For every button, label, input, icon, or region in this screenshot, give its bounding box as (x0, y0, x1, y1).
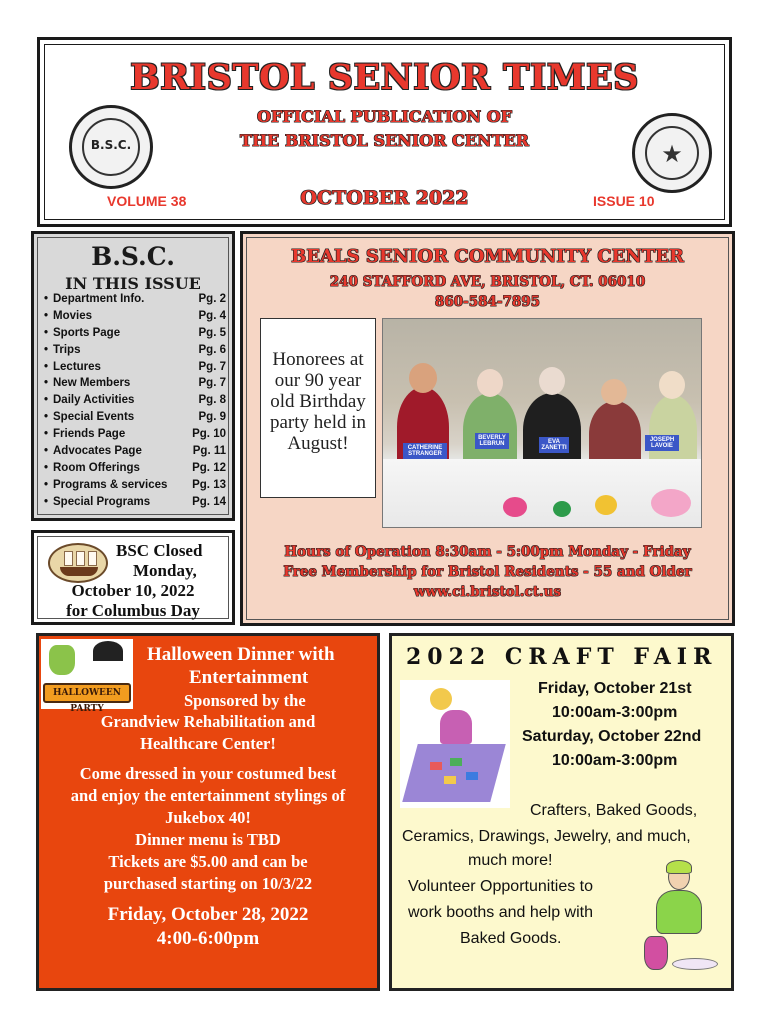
vase-icon (644, 936, 668, 970)
closed-line4: for Columbus Day (66, 601, 200, 620)
craft-table (402, 744, 506, 802)
birthday-party-photo (382, 318, 702, 528)
toc-item-label: New Members (53, 377, 131, 390)
halloween-body-line: purchased starting on 10/3/22 (103, 874, 313, 893)
name-card: JOSEPH LAVOIE (645, 435, 679, 451)
toc-item-label: Room Offerings (53, 461, 140, 474)
halloween-time: 4:00-6:00pm (156, 928, 260, 949)
halloween-body-line: Dinner menu is TBD (135, 830, 281, 849)
honoree-head (659, 371, 685, 399)
toc-item[interactable] (44, 496, 226, 513)
party-decoration (595, 495, 617, 515)
toc-item-label: Advocates Page (53, 445, 142, 458)
halloween-date: Friday, October 28, 2022 (107, 904, 309, 925)
monster-icon (49, 645, 75, 675)
closed-frame (37, 536, 229, 619)
name-card: EVA ZANETTI (539, 437, 569, 453)
sponsor-line2: Grandview Rehabilitation and (100, 712, 316, 731)
bsc-closed-notice (31, 530, 235, 625)
bullet-icon: • (44, 461, 49, 474)
party-decoration (553, 501, 571, 517)
issue-date: OCTOBER 2022 (300, 187, 469, 209)
toc-item-label: Lectures (53, 360, 101, 373)
website-link[interactable]: www.ci.bristol.ct.us (413, 584, 562, 600)
toc-item-label: Special Programs (53, 495, 151, 508)
volunteer-text: work booths and help with (408, 904, 593, 921)
toc-item-page: Pg. 9 (198, 411, 226, 424)
dish-icon (672, 958, 718, 970)
ship-icon (48, 543, 108, 583)
in-this-issue-box (31, 231, 235, 521)
name-card: CATHERINE STRANGER (403, 443, 447, 459)
bullet-icon: • (44, 293, 49, 305)
ship-sail (88, 551, 97, 566)
toc-item-label: Movies (53, 309, 92, 322)
ship-sail (64, 551, 73, 566)
closed-line2: Monday, (133, 561, 197, 580)
toc-item[interactable] (44, 361, 226, 378)
masthead (37, 37, 732, 227)
toc-item-page: Pg. 14 (192, 495, 226, 508)
toc-item[interactable] (44, 411, 226, 428)
bullet-icon: • (44, 495, 49, 508)
fair-description: Ceramics, Drawings, Jewelry, and much, (402, 828, 691, 845)
toc-item[interactable] (44, 327, 226, 344)
halloween-body-line: and enjoy the entertainment stylings of (70, 786, 346, 805)
ship-sail (76, 551, 85, 566)
toc-heading: IN THIS ISSUE (65, 274, 201, 293)
volunteer-text: Baked Goods. (460, 930, 562, 947)
toc-item-label: Programs & services (53, 478, 168, 491)
fair-time1: 10:00am-3:00pm (552, 704, 678, 721)
bullet-icon: • (44, 360, 49, 373)
toc-item-page: Pg. 7 (198, 377, 226, 390)
baker-clipart (642, 858, 722, 986)
halloween-body-line: Come dressed in your costumed best (79, 764, 337, 783)
toc-item-label: Trips (53, 343, 81, 356)
halloween-dinner-box (36, 633, 380, 991)
closed-line3: October 10, 2022 (71, 581, 195, 600)
toc-item-page: Pg. 10 (192, 428, 226, 441)
bullet-icon: • (44, 478, 49, 491)
beals-title: BEALS SENIOR COMMUNITY CENTER (291, 246, 684, 267)
toc-item-page: Pg. 7 (198, 360, 226, 373)
subtitle-line2: THE BRISTOL SENIOR CENTER (240, 131, 529, 150)
toc-item[interactable] (44, 394, 226, 411)
fair-day1: Friday, October 21st (538, 680, 692, 697)
honoree-figure (463, 393, 517, 467)
hours-of-operation: Hours of Operation 8:30am - 5:00pm Monday - Friday (284, 544, 691, 560)
membership-info: Free Membership for Bristol Residents - 55 and Older (283, 564, 692, 580)
crafter-body (440, 710, 472, 744)
baker-body (656, 890, 702, 934)
subtitle-line1: OFFICIAL PUBLICATION OF (257, 107, 512, 126)
fair-description: Crafters, Baked Goods, (530, 802, 698, 819)
senior-center-seal-icon (69, 105, 153, 189)
party-decoration (503, 497, 527, 517)
toc-item-page: Pg. 8 (198, 394, 226, 407)
table-cloth (383, 459, 701, 528)
crafter-head (430, 688, 452, 710)
bullet-icon: • (44, 309, 49, 322)
toc-item[interactable] (44, 344, 226, 361)
bullet-icon: • (44, 411, 49, 424)
halloween-title-line2: Entertainment (189, 667, 309, 688)
halloween-title-line1: Halloween Dinner with (147, 644, 335, 665)
toc-bsc-heading: B.S.C. (91, 242, 175, 271)
beals-center-box (240, 231, 735, 626)
sponsor-line3: Healthcare Center! (140, 734, 276, 753)
toc-item[interactable] (44, 310, 226, 327)
craft-fair-title: 2022 CRAFT FAIR (406, 644, 718, 670)
fair-time2: 10:00am-3:00pm (552, 752, 678, 769)
crafter-clipart (400, 680, 510, 808)
bullet-icon: • (44, 343, 49, 356)
bullet-icon: • (44, 394, 49, 407)
toc-item-label: Special Events (53, 411, 135, 424)
honoree-figure (589, 401, 641, 467)
toc-item[interactable] (44, 428, 226, 445)
closed-line1: BSC Closed (116, 541, 203, 560)
toc-item[interactable] (44, 445, 226, 462)
city-of-bristol-seal-icon (632, 113, 712, 193)
honoree-head (601, 379, 627, 405)
bullet-icon: • (44, 326, 49, 339)
party-decoration (651, 489, 691, 517)
issue-label: ISSUE 10 (593, 193, 655, 209)
toc-item-label: Friends Page (53, 428, 126, 441)
sponsor-line1: Sponsored by the (184, 691, 306, 710)
craft-fair-box (389, 633, 734, 991)
bullet-icon: • (44, 445, 49, 458)
toc-item-page: Pg. 2 (198, 293, 226, 305)
fair-description: much more! (468, 852, 553, 869)
craft-piece (466, 772, 478, 780)
craft-piece (430, 762, 442, 770)
ship-hull (60, 567, 98, 576)
toc-list (44, 293, 226, 513)
honorees-caption-box (260, 318, 376, 498)
bullet-icon: • (44, 377, 49, 390)
toc-item-page: Pg. 13 (192, 478, 226, 491)
toc-item[interactable] (44, 479, 226, 496)
halloween-body-line: Tickets are $5.00 and can be (108, 852, 308, 871)
volunteer-text: Volunteer Opportunities to (408, 878, 594, 895)
toc-item-page: Pg. 6 (198, 343, 226, 356)
fair-day2: Saturday, October 22nd (522, 728, 702, 745)
toc-item-label: Department Info. (53, 293, 145, 305)
masthead-frame (44, 44, 725, 220)
toc-frame (37, 237, 229, 515)
halloween-body-line: Jukebox 40! (165, 808, 251, 827)
honoree-head (539, 367, 565, 395)
witch-hat-icon (93, 641, 123, 661)
toc-item-page: Pg. 11 (192, 445, 226, 458)
toc-item-page: Pg. 12 (192, 461, 226, 474)
beals-phone: 860-584-7895 (434, 294, 541, 310)
honoree-head (409, 363, 437, 393)
toc-item-page: Pg. 5 (198, 326, 226, 339)
halloween-party-banner: HALLOWEEN PARTY (43, 683, 131, 703)
beals-address: 240 STAFFORD AVE, BRISTOL, CT. 06010 (329, 274, 646, 290)
star-icon: ★ (661, 142, 683, 168)
seal-label: B.S.C. (90, 138, 132, 152)
toc-item[interactable] (44, 462, 226, 479)
craft-piece (444, 776, 456, 784)
bullet-icon: • (44, 428, 49, 441)
craft-piece (450, 758, 462, 766)
toc-item-label: Daily Activities (53, 394, 135, 407)
toc-item-label: Sports Page (53, 326, 121, 339)
honoree-head (477, 369, 503, 397)
honoree-figure (649, 395, 697, 467)
honoree-figure (523, 393, 581, 467)
toc-item[interactable] (44, 293, 226, 310)
baker-hair (666, 860, 692, 874)
newsletter-title: BRISTOL SENIOR TIMES (130, 57, 639, 98)
beals-frame (246, 237, 729, 620)
halloween-party-clipart (41, 639, 133, 714)
honorees-caption: Honorees at our 90 year old Birthday party held in August! (269, 349, 367, 454)
name-card: BEVERLY LEBRUN (475, 433, 509, 449)
toc-item-page: Pg. 4 (198, 309, 226, 322)
toc-item[interactable] (44, 377, 226, 394)
volume-label: VOLUME 38 (107, 193, 187, 209)
